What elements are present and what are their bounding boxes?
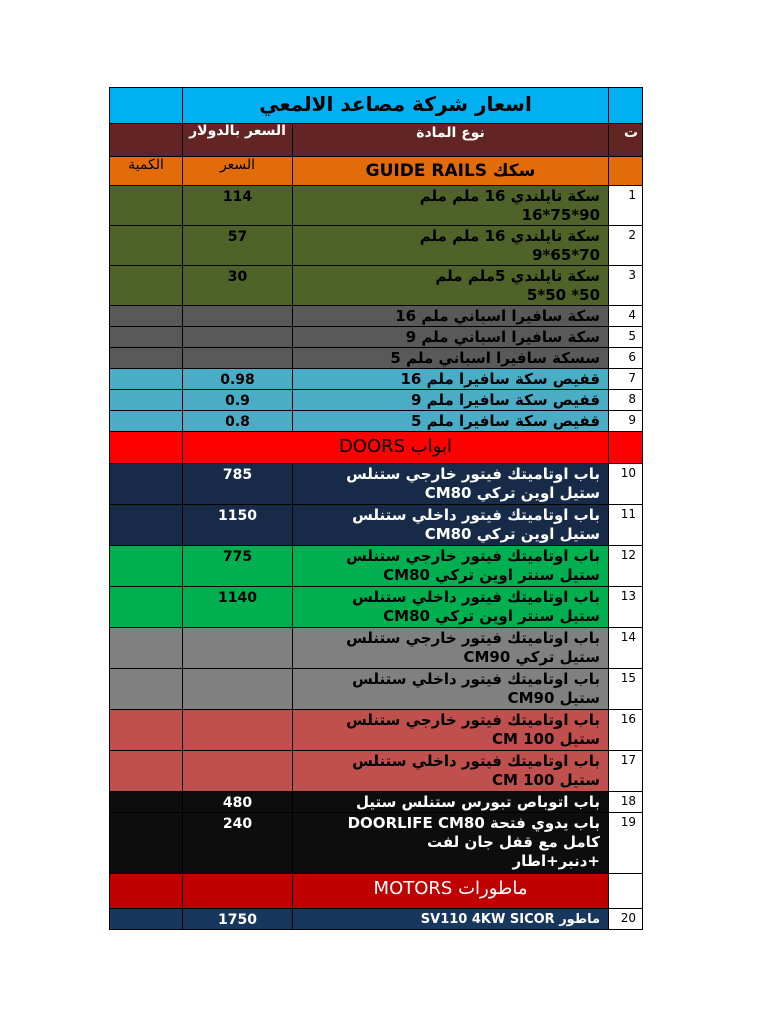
- row-number: 10: [609, 464, 643, 505]
- row-number: 15: [609, 669, 643, 710]
- qty-cell: [110, 390, 183, 411]
- section-motors: [110, 874, 643, 909]
- qty-cell: [110, 226, 183, 266]
- title-row: [110, 88, 643, 124]
- qty-cell: [110, 266, 183, 306]
- qty-cell: [110, 751, 183, 792]
- section-empty-cell: [110, 874, 183, 909]
- header-material: نوع المادة: [293, 124, 609, 157]
- price-cell: 30: [183, 266, 293, 306]
- table-row: [110, 369, 643, 390]
- table-row: [110, 411, 643, 432]
- item-name: سكة تايلندي 16 ملم ملم 90*75*16: [293, 186, 609, 226]
- section-empty-cell: [183, 874, 293, 909]
- price-cell: 0.9: [183, 390, 293, 411]
- header-price-usd: السعر بالدولار: [183, 124, 293, 157]
- table-row: [110, 390, 643, 411]
- title-right-cell: [609, 88, 643, 124]
- item-name: باب اوتاميتك فيتور داخلي ستنلس ستيل CM90: [293, 669, 609, 710]
- price-header: السعر: [183, 157, 293, 186]
- row-number: 17: [609, 751, 643, 792]
- item-name: باب اوتاميتك فيتور داخلي ستنلس ستيل اوين تركي CM80: [293, 505, 609, 546]
- section-num-cell: [609, 874, 643, 909]
- table-row: [110, 348, 643, 369]
- price-cell: 1750: [183, 909, 293, 930]
- row-number: 18: [609, 792, 643, 813]
- qty-cell: [110, 669, 183, 710]
- price-cell: 1140: [183, 587, 293, 628]
- qty-cell: [110, 411, 183, 432]
- row-number: 9: [609, 411, 643, 432]
- item-name: قفيص سكة سافيرا ملم 9: [293, 390, 609, 411]
- price-cell: 775: [183, 546, 293, 587]
- header-empty-cell: [110, 124, 183, 157]
- table-row: [110, 505, 643, 546]
- row-number: 8: [609, 390, 643, 411]
- row-number: 1: [609, 186, 643, 226]
- row-number: 13: [609, 587, 643, 628]
- item-name: قفيص سكة سافيرا ملم 16: [293, 369, 609, 390]
- row-number: 3: [609, 266, 643, 306]
- item-name: باب اوتاميتك فيتور داخلي ستنلس ستيل سنتر اوين تركي CM80: [293, 587, 609, 628]
- table-row: [110, 628, 643, 669]
- price-cell: [183, 306, 293, 327]
- price-cell: 480: [183, 792, 293, 813]
- qty-cell: [110, 792, 183, 813]
- table-row: [110, 909, 643, 930]
- section-empty-cell: [110, 432, 183, 464]
- column-header-row: [110, 124, 643, 157]
- item-name: باب اوتاميتك فيتور خارجي ستنلس ستيل سنتر اوين تركي CM80: [293, 546, 609, 587]
- price-cell: 240: [183, 813, 293, 874]
- row-number: 5: [609, 327, 643, 348]
- price-cell: 785: [183, 464, 293, 505]
- price-cell: [183, 710, 293, 751]
- item-name: سكة تايلندي 16 ملم ملم 70*65*9: [293, 226, 609, 266]
- item-name: سكة سافيرا اسباني ملم 16: [293, 306, 609, 327]
- price-cell: [183, 669, 293, 710]
- qty-cell: [110, 306, 183, 327]
- table-row: [110, 464, 643, 505]
- item-name: سكة تايلندي 5ملم ملم 50* 50*5: [293, 266, 609, 306]
- qty-cell: [110, 909, 183, 930]
- row-number: 4: [609, 306, 643, 327]
- price-table: [109, 87, 643, 930]
- section-label-motors: ماطورات MOTORS: [293, 874, 609, 909]
- table-row: [110, 266, 643, 306]
- price-cell: [183, 751, 293, 792]
- qty-cell: [110, 327, 183, 348]
- section-label-guide-rails: سكك GUIDE RAILS: [293, 157, 609, 186]
- table-row: [110, 546, 643, 587]
- price-cell: 1150: [183, 505, 293, 546]
- table-row: [110, 327, 643, 348]
- section-doors: [110, 432, 643, 464]
- qty-cell: [110, 710, 183, 751]
- qty-cell: [110, 813, 183, 874]
- section-guide-rails: [110, 157, 643, 186]
- qty-cell: [110, 587, 183, 628]
- item-name: باب يدوي فتحة DOORLIFE CM80 كامل مع قفل جان لفت +دنبر+اطار: [293, 813, 609, 874]
- item-name: سسكة سافيرا اسباني ملم 5: [293, 348, 609, 369]
- price-cell: [183, 348, 293, 369]
- price-cell: 114: [183, 186, 293, 226]
- section-num-cell: [609, 157, 643, 186]
- price-cell: 57: [183, 226, 293, 266]
- price-cell: 0.98: [183, 369, 293, 390]
- row-number: 2: [609, 226, 643, 266]
- table-row: [110, 587, 643, 628]
- row-number: 20: [609, 909, 643, 930]
- qty-cell: [110, 546, 183, 587]
- qty-header: الكمية: [110, 157, 183, 186]
- section-label-doors: ابواب DOORS: [183, 432, 609, 464]
- item-name: قفيص سكة سافيرا ملم 5: [293, 411, 609, 432]
- row-number: 11: [609, 505, 643, 546]
- row-number: 16: [609, 710, 643, 751]
- item-name: سكة سافيرا اسباني ملم 9: [293, 327, 609, 348]
- table-row: [110, 792, 643, 813]
- price-cell: 0.8: [183, 411, 293, 432]
- table-row: [110, 186, 643, 226]
- row-number: 6: [609, 348, 643, 369]
- item-name: باب اوتاميتك فيتور خارجي ستنلس ستيل CM 100: [293, 710, 609, 751]
- row-number: 12: [609, 546, 643, 587]
- item-name: ماطور SV110 4KW SICOR: [293, 909, 609, 930]
- table-row: [110, 813, 643, 874]
- page-title: اسعار شركة مصاعد الالمعي: [183, 88, 609, 124]
- item-name: باب اتوباص تبورس ستنلس ستيل: [293, 792, 609, 813]
- row-number: 7: [609, 369, 643, 390]
- row-number: 19: [609, 813, 643, 874]
- item-name: باب اوتاميتك فيتور خارجي ستنلس ستيل تركي CM90: [293, 628, 609, 669]
- table-row: [110, 710, 643, 751]
- table-row: [110, 751, 643, 792]
- qty-cell: [110, 628, 183, 669]
- table-row: [110, 669, 643, 710]
- row-number: 14: [609, 628, 643, 669]
- qty-cell: [110, 464, 183, 505]
- qty-cell: [110, 186, 183, 226]
- item-name: باب اوتاميتك فيتور داخلي ستنلس ستيل CM 100: [293, 751, 609, 792]
- header-number: ت: [609, 124, 643, 157]
- qty-cell: [110, 369, 183, 390]
- table-row: [110, 226, 643, 266]
- item-name: باب اوتاميتك فيتور خارجي ستنلس ستيل اوين تركي CM80: [293, 464, 609, 505]
- qty-cell: [110, 505, 183, 546]
- price-cell: [183, 628, 293, 669]
- price-cell: [183, 327, 293, 348]
- section-num-cell: [609, 432, 643, 464]
- qty-cell: [110, 348, 183, 369]
- title-left-cell: [110, 88, 183, 124]
- table-row: [110, 306, 643, 327]
